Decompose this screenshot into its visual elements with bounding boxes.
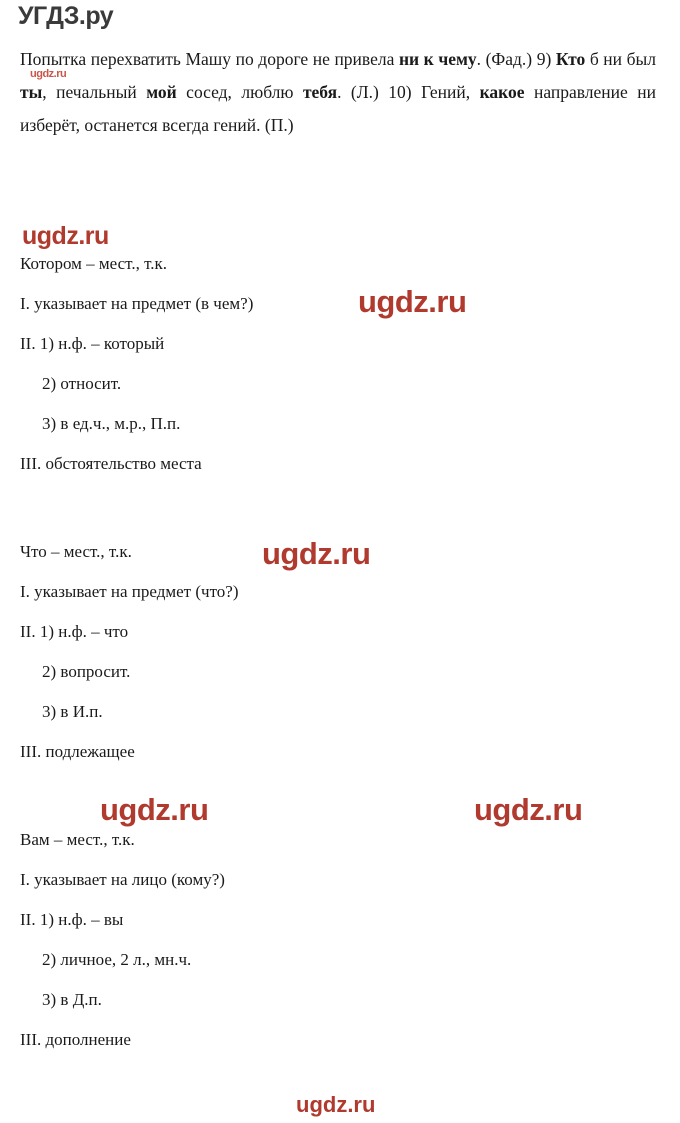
analysis-line: Котором – мест., т.к. — [20, 254, 167, 273]
site-logo: УГДЗ.ру — [18, 2, 114, 30]
watermark: ugdz.ru — [262, 536, 371, 571]
analysis-block-chto — [20, 541, 640, 762]
analysis-line: III. дополнение — [20, 1030, 131, 1049]
analysis-block-kotorom — [20, 253, 640, 474]
footer-watermark: ugdz.ru — [296, 1092, 376, 1117]
watermark: ugdz.ru — [474, 792, 583, 827]
analysis-line: III. подлежащее — [20, 742, 135, 761]
analysis-line: 3) в Д.п. — [42, 990, 102, 1009]
analysis-line: I. указывает на предмет (в чем?) — [20, 294, 254, 313]
analysis-line: I. указывает на предмет (что?) — [20, 582, 239, 601]
analysis-block-vam — [20, 829, 640, 1050]
analysis-line: III. обстоятельство места — [20, 454, 202, 473]
analysis-line: 2) вопросит. — [42, 662, 131, 681]
intro-paragraph: Попытка перехватить Машу по дороге не привела ни к чему. (Фад.) 9) Кто б ни был ты, печальный мой сосед, люблю тебя. (Л.) 10) Гений, какое направление ни изберёт, останется всегда гений. (П.) — [20, 49, 657, 135]
analysis-line: I. указывает на лицо (кому?) — [20, 870, 225, 889]
analysis-line: 3) в И.п. — [42, 702, 103, 721]
analysis-line: II. 1) н.ф. – вы — [20, 910, 124, 929]
analysis-line: 2) личное, 2 л., мн.ч. — [42, 950, 192, 969]
watermark: ugdz.ru — [22, 222, 109, 250]
analysis-line: II. 1) н.ф. – что — [20, 622, 129, 641]
watermark: ugdz.ru — [358, 284, 467, 319]
analysis-line: Вам – мест., т.к. — [20, 830, 135, 849]
analysis-line: 2) относит. — [42, 374, 122, 393]
watermark: ugdz.ru — [30, 68, 67, 80]
watermark: ugdz.ru — [100, 792, 209, 827]
analysis-line: II. 1) н.ф. – который — [20, 334, 165, 353]
analysis-line: Что – мест., т.к. — [20, 542, 132, 561]
analysis-line: 3) в ед.ч., м.р., П.п. — [42, 414, 181, 433]
